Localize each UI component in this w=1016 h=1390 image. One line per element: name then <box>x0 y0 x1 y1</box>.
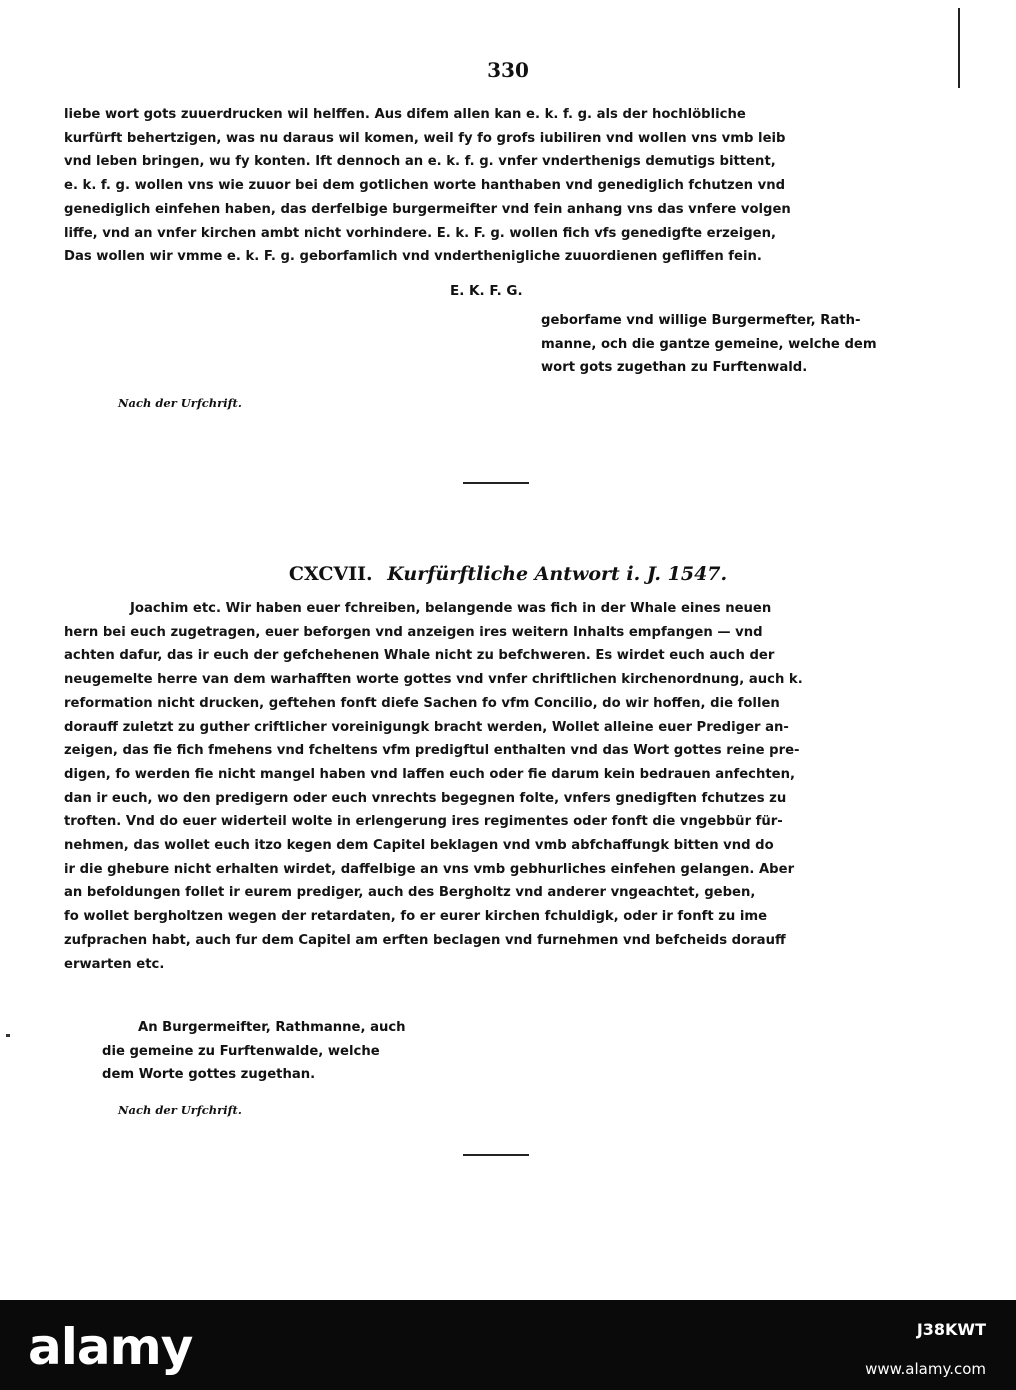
page-number: 330 <box>487 58 529 82</box>
section-body <box>64 597 954 976</box>
letter-text <box>64 103 954 269</box>
footer-url: www.alamy.com <box>865 1360 986 1378</box>
signature-line: wort gots zugethan zu Furftenwald. <box>541 360 808 376</box>
signature-block <box>541 309 941 380</box>
signature-line: geborfame vnd willige Burgermefter, Rath- <box>541 313 861 328</box>
address-line: die gemeine zu Furftenwalde, welche <box>102 1043 380 1059</box>
address-line: dem Worte gottes zugethan. <box>102 1067 316 1083</box>
text-line: ir die ghebure nicht erhalten wirdet, daffelbige an vns vmb gebhurliches einfehen gelangen. Aber <box>64 861 795 877</box>
alamy-logo: alamy <box>28 1318 193 1376</box>
text-line: fo wollet bergholtzen wegen der retardaten, fo er eurer kirchen fchuldigk, oder ir fonft zu ime <box>64 909 768 925</box>
watermark-footer <box>0 1300 1016 1390</box>
text-line: reformation nicht drucken, geftehen fonft diefe Sachen fo vfm Concilio, do wir hoffen, die follen <box>64 695 780 711</box>
section-divider <box>463 1154 529 1156</box>
text-line: hern bei euch zugetragen, euer beforgen vnd anzeigen ires weitern Inhalts empfangen — vnd <box>64 624 763 640</box>
text-line: dan ir euch, wo den predigern oder euch vnrechts begegnen folte, vnfers gnedigften fchutzes zu <box>64 790 787 806</box>
text-line: nehmen, das wollet euch itzo kegen dem Capitel beklagen vnd vmb abfchaffungk bitten vnd do <box>64 838 774 854</box>
section-title: Kurfürftliche Antwort i. J. 1547. <box>387 563 728 585</box>
text-line: Joachim etc. Wir haben euer fchreiben, belangende was fich in der Whale eines neuen <box>130 601 772 616</box>
address-line: An Burgermeifter, Rathmanne, auch <box>138 1020 406 1035</box>
text-line: vnd leben bringen, wu fy konten. Ift dennoch an e. k. f. g. vnfer vnderthenigs demutigs bittent, <box>64 154 776 170</box>
section-heading <box>0 563 1016 585</box>
signature-line: manne, och die gantze gemeine, welche dem <box>541 336 877 352</box>
text-line: achten dafur, das ir euch der gefchehenen Whale nicht zu befchweren. Es wirdet euch auch der <box>64 648 775 664</box>
text-line: an befoldungen follet ir eurem prediger, auch des Bergholtz vnd anderer vngeachtet, geben, <box>64 885 756 901</box>
text-line: liebe wort gots zuuerdrucken wil helffen. Aus difem allen kan e. k. f. g. als der hochlöbliche <box>64 107 746 122</box>
text-line: troften. Vnd do euer widerteil wolte in erlengerung ires regimentes oder fonft die vngebbür für- <box>64 814 783 830</box>
section-divider <box>463 482 529 484</box>
source-note: Nach der Urfchrift. <box>118 1103 242 1117</box>
margin-rule <box>958 8 960 88</box>
text-line: dorauff zuletzt zu guther criftlicher voreinigungk bracht werden, Wollet alleine euer Prediger an- <box>64 719 789 735</box>
stray-mark <box>6 1034 10 1037</box>
text-line: Das wollen wir vmme e. k. F. g. geborfamlich vnd vnderthenigliche zuuordienen gefliffen fein. <box>64 249 762 265</box>
text-line: digen, fo werden fie nicht mangel haben vnd laffen euch oder fie darum kein bedrauen anfechten, <box>64 766 796 782</box>
address-block <box>102 1016 406 1087</box>
text-line: liffe, vnd an vnfer kirchen ambt nicht vorhindere. E. k. F. g. wollen fich vfs genedigfte erzeigen, <box>64 225 777 241</box>
image-id: J38KWT <box>916 1320 986 1339</box>
source-note: Nach der Urfchrift. <box>118 396 242 410</box>
text-line: erwarten etc. <box>64 956 165 972</box>
text-line: e. k. f. g. wollen vns wie zuuor bei dem gotlichen worte hanthaben vnd genediglich fchutzen vnd <box>64 178 786 194</box>
text-line: zufprachen habt, auch fur dem Capitel am erften beclagen vnd furnehmen vnd befcheids dorauff <box>64 932 786 948</box>
section-number: CXCVII. <box>288 563 373 585</box>
signature-initials: E. K. F. G. <box>450 283 523 299</box>
text-line: zeigen, das fie fich fmehens vnd fcheltens vfm predigftul enthalten vnd das Wort gottes reine pre- <box>64 743 800 759</box>
text-line: kurfürft behertzigen, was nu daraus wil komen, weil fy fo grofs iubiliren vnd wollen vns vmb leib <box>64 130 786 146</box>
text-line: genediglich einfehen haben, das derfelbige burgermeifter vnd fein anhang vns das vnfere volgen <box>64 201 791 217</box>
text-line: neugemelte herre van dem warhafften worte gottes vnd vnfer chriftlichen kirchenordnung, auch k. <box>64 672 803 688</box>
